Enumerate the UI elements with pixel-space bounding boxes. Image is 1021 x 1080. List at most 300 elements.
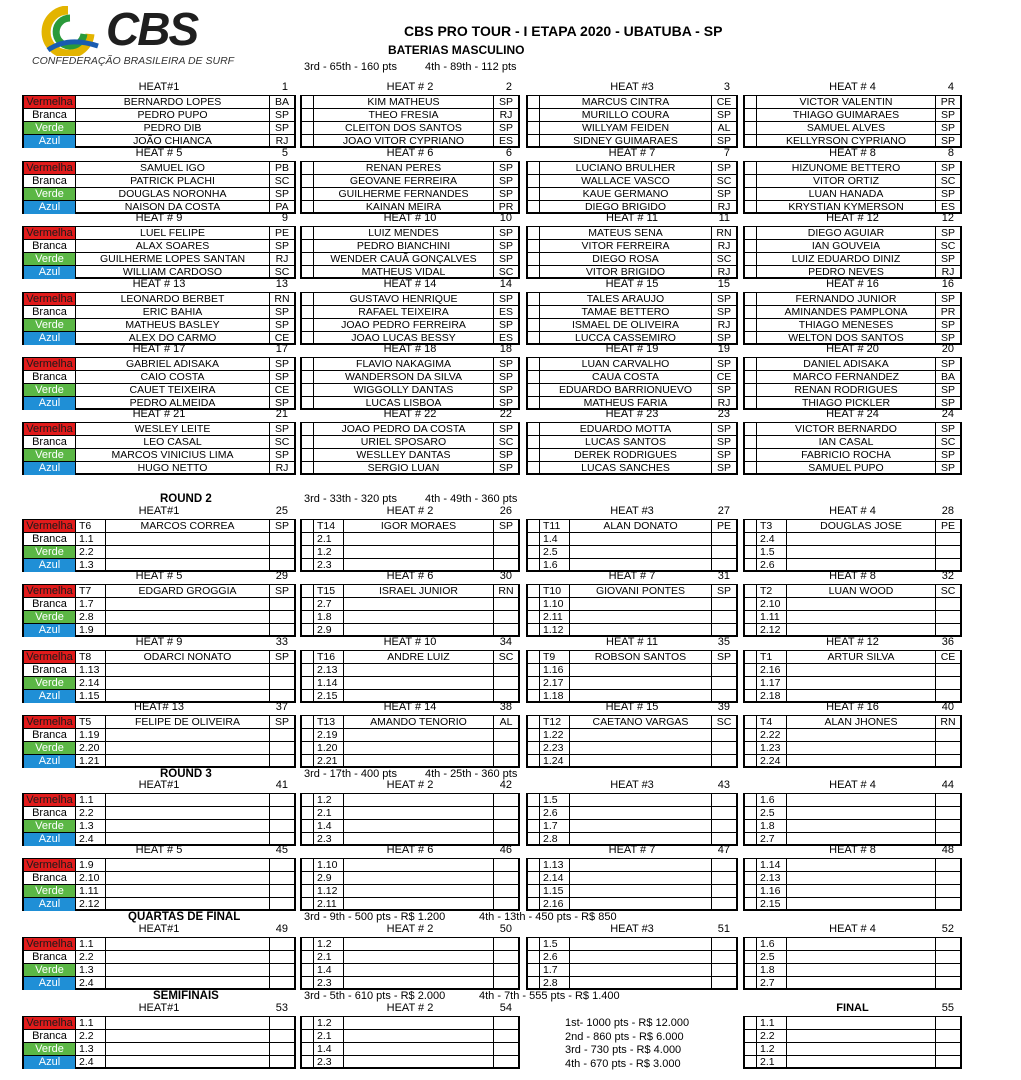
surfer-state [494, 546, 518, 558]
surfer-name: VICTOR BERNARDO [757, 423, 936, 435]
seed-code: 2.6 [540, 807, 570, 819]
jersey-cell [745, 109, 757, 121]
jersey-color-label: Vermelha [24, 227, 76, 239]
surfer-name: AMANDO TENORIO [344, 716, 494, 728]
seed-code: 1.6 [757, 794, 787, 806]
jersey-color-label: Verde [24, 546, 76, 558]
seed-code: 2.4 [757, 533, 787, 545]
heat-name: HEAT # 10 [383, 212, 437, 224]
seed-code: T15 [314, 585, 344, 597]
surfer-state [712, 872, 736, 884]
heat-row [745, 964, 960, 977]
heat-row [302, 1017, 518, 1030]
seed-code: 1.4 [540, 533, 570, 545]
surfer-state: SP [940, 423, 955, 435]
surfer-state [936, 742, 960, 754]
heat-number: 36 [941, 636, 954, 648]
jersey-color-label: Azul [24, 690, 76, 703]
jersey-cell [745, 1056, 757, 1069]
heat-table [300, 357, 520, 410]
heat-row [528, 664, 736, 677]
jersey-cell [528, 755, 540, 768]
surfer-state [270, 1056, 294, 1069]
heat-header [743, 343, 962, 356]
surfer-name: WESLEY LEITE [76, 423, 270, 435]
round3-points-4th: 4th - 25th - 360 pts [425, 768, 518, 780]
surfer-state: RN [498, 585, 514, 597]
heat-name: HEAT # 20 [826, 343, 879, 355]
heat-name: HEAT # 4 [829, 779, 876, 791]
surfer-state: SP [274, 449, 289, 461]
surfer-state [712, 742, 736, 754]
seed-code: 1.3 [76, 820, 106, 832]
heat-row [745, 716, 960, 729]
surfer-state [712, 898, 736, 911]
heat-row [24, 462, 294, 475]
surfer-name [344, 1056, 494, 1069]
surfer-name [787, 546, 936, 558]
surfer-state: CE [716, 96, 732, 108]
heat-header [22, 212, 296, 225]
heat-name: HEAT # 2 [386, 505, 434, 517]
surfer-state [494, 677, 518, 689]
heat-number: 20 [941, 343, 954, 355]
jersey-cell [528, 122, 540, 134]
seed-code: 2.13 [757, 872, 787, 884]
heat-row [528, 122, 736, 135]
surfer-state [270, 533, 294, 545]
heat-number: 2 [505, 81, 512, 93]
surfer-state [936, 964, 960, 976]
heat-header [743, 278, 962, 291]
heat-name: HEAT # 12 [826, 636, 879, 648]
heat-row [745, 820, 960, 833]
seed-code: 1.7 [540, 964, 570, 976]
jersey-cell [302, 794, 314, 806]
heat-number: 5 [281, 147, 288, 159]
heat-number: 40 [941, 701, 954, 713]
heat-name: HEAT # 4 [829, 505, 876, 517]
heat-row [24, 533, 294, 546]
surfer-state: SP [274, 188, 289, 200]
jersey-color-label: Branca [24, 598, 76, 610]
seed-code: 2.4 [76, 1056, 106, 1069]
round3-title: ROUND 3 [160, 768, 212, 780]
heat-table [22, 1016, 296, 1069]
heat-number: 52 [941, 923, 954, 935]
surfer-state: AL [499, 716, 513, 728]
heat-number: 15 [717, 278, 730, 290]
heat-number: 34 [499, 636, 512, 648]
jersey-cell [302, 872, 314, 884]
seed-code: 1.2 [757, 1043, 787, 1055]
seed-code: 1.21 [76, 755, 106, 768]
surfer-state [712, 546, 736, 558]
surfer-state: SP [716, 135, 731, 147]
heat-header [743, 505, 962, 518]
seed-code: 2.1 [314, 807, 344, 819]
jersey-cell [745, 1017, 757, 1029]
heat-row [745, 533, 960, 546]
heat-number: 35 [717, 636, 730, 648]
heat-row [745, 162, 960, 175]
heat-name: HEAT # 8 [829, 570, 876, 582]
heat-row [302, 755, 518, 768]
heat-row [302, 520, 518, 533]
surfer-name [106, 859, 270, 871]
seed-code: 2.24 [757, 755, 787, 768]
seed-code: T16 [314, 651, 344, 663]
jersey-cell [302, 585, 314, 597]
surfer-name: DOUGLAS JOSE [787, 520, 936, 532]
surfer-state: CE [274, 384, 290, 396]
seed-code: T4 [757, 716, 787, 728]
heat-number: 27 [717, 505, 730, 517]
seed-code: T7 [76, 585, 106, 597]
jersey-cell [302, 951, 314, 963]
heat-row [302, 533, 518, 546]
jersey-cell [528, 546, 540, 558]
surfer-name [344, 729, 494, 741]
jersey-color-label: Azul [24, 559, 76, 572]
seed-code: T6 [76, 520, 106, 532]
surfer-state [494, 859, 518, 871]
jersey-cell [745, 885, 757, 897]
surfer-state: RJ [717, 319, 731, 331]
jersey-cell [745, 240, 757, 252]
jersey-cell [745, 462, 757, 475]
heat-row [302, 898, 518, 911]
surfer-state [270, 807, 294, 819]
heat-row [528, 462, 736, 475]
surfer-name: MARCO FERNANDEZ [757, 371, 936, 383]
surfer-name [344, 1030, 494, 1042]
wave-logo-icon [28, 6, 108, 56]
heat-name: HEAT # 5 [135, 844, 183, 856]
surfer-state [712, 729, 736, 741]
jersey-color-label: Azul [24, 462, 76, 475]
heat-row [302, 109, 518, 122]
jersey-cell [302, 319, 314, 331]
heat-header [22, 81, 296, 94]
jersey-cell [745, 520, 757, 532]
seed-code: 1.11 [76, 885, 106, 897]
heat-row [302, 449, 518, 462]
jersey-color-label: Branca [24, 729, 76, 741]
seed-code: 2.13 [314, 664, 344, 676]
prize-line: 4th - 670 pts - R$ 3.000 [565, 1057, 681, 1070]
heat-row [745, 319, 960, 332]
heat-row [302, 585, 518, 598]
surfer-name: THIAGO MENESES [757, 319, 936, 331]
seed-code: 2.10 [757, 598, 787, 610]
surfer-state [936, 885, 960, 897]
surfer-state [494, 977, 518, 990]
surfer-state: SP [274, 122, 289, 134]
heat-row [302, 122, 518, 135]
heat-row [528, 898, 736, 911]
heat-header [300, 701, 520, 714]
jersey-cell [745, 755, 757, 768]
surfer-name: THIAGO GUIMARAES [757, 109, 936, 121]
jersey-color-label: Vermelha [24, 651, 76, 663]
seed-code: 2.12 [757, 624, 787, 637]
surfer-state [936, 546, 960, 558]
seed-code: 1.9 [76, 624, 106, 637]
heat-name: HEAT# 13 [134, 701, 184, 713]
heat-row [302, 1043, 518, 1056]
seed-code: 2.7 [314, 598, 344, 610]
seed-code: 1.5 [757, 546, 787, 558]
heat-row [528, 306, 736, 319]
surfer-name: LUIZ EDUARDO DINIZ [757, 253, 936, 265]
surfer-name [787, 898, 936, 911]
surfer-name [787, 1017, 936, 1029]
surfer-name: THEO FRESIA [314, 109, 494, 121]
jersey-cell [302, 964, 314, 976]
heat-row [302, 1056, 518, 1069]
heat-row [24, 253, 294, 266]
heat-row [24, 664, 294, 677]
surfer-name [344, 859, 494, 871]
jersey-color-label: Azul [24, 135, 76, 148]
surfer-name: HIZUNOME BETTERO [757, 162, 936, 174]
surfer-name [787, 951, 936, 963]
round2-points-4th: 4th - 49th - 360 pts [425, 493, 518, 505]
surfer-state [936, 598, 960, 610]
heat-number: 30 [499, 570, 512, 582]
surfer-name [106, 1017, 270, 1029]
surfer-name: LUAN WOOD [787, 585, 936, 597]
seed-code: 1.22 [540, 729, 570, 741]
surfer-name [106, 611, 270, 623]
heat-name: HEAT # 5 [135, 147, 183, 159]
surfer-state: SP [498, 358, 513, 370]
heat-row [302, 938, 518, 951]
seed-code: 1.9 [76, 859, 106, 871]
surfer-state [712, 951, 736, 963]
jersey-cell [528, 872, 540, 884]
jersey-color-label: Branca [24, 436, 76, 448]
seed-code: 1.2 [314, 546, 344, 558]
surfer-state [936, 729, 960, 741]
heat-row [302, 162, 518, 175]
heat-row [528, 293, 736, 306]
heat-table [22, 95, 296, 148]
heat-table [22, 519, 296, 572]
surfer-name: GUILHERME LOPES SANTAN [76, 253, 270, 265]
jersey-color-label: Azul [24, 833, 76, 846]
surfer-name: JOAO PEDRO DA COSTA [314, 423, 494, 435]
surfer-state: SP [716, 109, 731, 121]
surfer-name [344, 533, 494, 545]
heat-row [24, 938, 294, 951]
surfer-state [270, 546, 294, 558]
seed-code: 1.1 [76, 533, 106, 545]
surfer-state [494, 951, 518, 963]
heat-row [745, 898, 960, 911]
heat-row [745, 293, 960, 306]
surfer-state: RN [940, 716, 956, 728]
surfer-name [570, 598, 712, 610]
heat-row [745, 872, 960, 885]
surfer-name [344, 951, 494, 963]
heat-row [528, 885, 736, 898]
heat-row [528, 533, 736, 546]
surfer-name [570, 794, 712, 806]
surfer-name: ALEX DO CARMO [76, 332, 270, 345]
seed-code: 2.16 [540, 898, 570, 911]
heat-row [302, 253, 518, 266]
heat-row [528, 729, 736, 742]
jersey-cell [302, 175, 314, 187]
surfer-name [344, 742, 494, 754]
heat-table [743, 292, 962, 345]
seed-code: 2.7 [757, 833, 787, 846]
seed-code: 1.13 [540, 859, 570, 871]
surfer-name: TALES ARAUJO [540, 293, 712, 305]
surfer-name: EDUARDO MOTTA [540, 423, 712, 435]
surfer-state: SP [274, 371, 289, 383]
surfer-name [106, 820, 270, 832]
surfer-name: PEDRO PUPO [76, 109, 270, 121]
heat-row [745, 520, 960, 533]
heat-row [24, 742, 294, 755]
jersey-cell [745, 1043, 757, 1055]
surfer-name: HUGO NETTO [76, 462, 270, 475]
jersey-cell [302, 96, 314, 108]
jersey-color-label: Vermelha [24, 520, 76, 532]
surfer-name: LUAN CARVALHO [540, 358, 712, 370]
surfer-state [494, 938, 518, 950]
seed-code: 1.8 [757, 964, 787, 976]
heat-row [24, 651, 294, 664]
heat-table [526, 793, 738, 846]
seed-code: 1.24 [540, 755, 570, 768]
surfer-name: PATRICK PLACHI [76, 175, 270, 187]
heat-number: 50 [499, 923, 512, 935]
surfer-state: SP [274, 585, 289, 597]
heat-name: HEAT#1 [138, 779, 180, 791]
seed-code: 1.4 [314, 820, 344, 832]
surfer-state: SP [716, 306, 731, 318]
heat-row [24, 1030, 294, 1043]
heat-row [745, 371, 960, 384]
heat-table [526, 858, 738, 911]
heat-row [302, 611, 518, 624]
surfer-state: SP [716, 436, 731, 448]
seed-code: T1 [757, 651, 787, 663]
surfer-state: PA [275, 201, 289, 213]
seed-code: 2.3 [314, 977, 344, 990]
surfer-name [106, 885, 270, 897]
heat-row [745, 794, 960, 807]
heat-name: HEAT # 16 [826, 278, 879, 290]
surfer-name [344, 1043, 494, 1055]
seed-code: 1.1 [76, 794, 106, 806]
heat-row [528, 611, 736, 624]
surfer-state: SC [940, 240, 956, 252]
heat-row [24, 951, 294, 964]
surfer-state: SP [274, 358, 289, 370]
heat-name: HEAT # 17 [132, 343, 186, 355]
heat-row [528, 253, 736, 266]
heat-header [526, 701, 738, 714]
surfer-state [270, 872, 294, 884]
seed-code: 1.1 [757, 1017, 787, 1029]
heat-number: 42 [499, 779, 512, 791]
heat-name: HEAT # 15 [605, 278, 659, 290]
surfer-name: WESLLEY DANTAS [314, 449, 494, 461]
seed-code: T12 [540, 716, 570, 728]
surfer-state: RJ [275, 135, 289, 147]
seed-code: 1.12 [314, 885, 344, 897]
surfer-name [570, 938, 712, 950]
heat-table [300, 584, 520, 637]
jersey-cell [302, 1056, 314, 1069]
seed-code: 2.5 [540, 546, 570, 558]
jersey-color-label: Verde [24, 122, 76, 134]
heat-header [22, 570, 296, 583]
jersey-cell [528, 716, 540, 728]
heat-name: HEAT # 10 [383, 636, 437, 648]
heat-row [528, 96, 736, 109]
seed-code: 1.12 [540, 624, 570, 637]
heat-header [526, 505, 738, 518]
seed-code: 1.23 [757, 742, 787, 754]
surfer-name: RENAN RODRIGUES [757, 384, 936, 396]
jersey-color-label: Branca [24, 306, 76, 318]
heat-row [745, 306, 960, 319]
heat-header [526, 779, 738, 792]
surfer-state: RJ [499, 109, 513, 121]
jersey-color-label: Verde [24, 384, 76, 396]
surfer-name: ALAX SOARES [76, 240, 270, 252]
seed-code: 1.14 [757, 859, 787, 871]
heat-table [526, 292, 738, 345]
heat-row [745, 109, 960, 122]
surfer-name [106, 938, 270, 950]
heat-name: HEAT # 2 [386, 779, 434, 791]
surfer-name [106, 677, 270, 689]
jersey-color-label: Branca [24, 371, 76, 383]
heat-row [24, 716, 294, 729]
heat-number: 51 [717, 923, 730, 935]
jersey-cell [302, 1043, 314, 1055]
surfer-name: WANDERSON DA SILVA [314, 371, 494, 383]
heat-row [24, 807, 294, 820]
surfer-state [712, 611, 736, 623]
heat-table [743, 937, 962, 990]
surfer-name: GEOVANE FERREIRA [314, 175, 494, 187]
seed-code: T2 [757, 585, 787, 597]
heat-row [528, 872, 736, 885]
jersey-cell [745, 253, 757, 265]
surfer-name [106, 1056, 270, 1069]
surfer-name: DIEGO BRIGIDO [540, 201, 712, 214]
seed-code: 2.3 [314, 833, 344, 846]
surfer-name: PEDRO DIB [76, 122, 270, 134]
surfer-state [270, 677, 294, 689]
jersey-color-label: Vermelha [24, 716, 76, 728]
jersey-cell [302, 162, 314, 174]
seed-code: 2.17 [540, 677, 570, 689]
heat-table [300, 519, 520, 572]
heat-row [745, 175, 960, 188]
page-subtitle: BATERIAS MASCULINO [388, 43, 525, 57]
heat-number: 4 [947, 81, 954, 93]
surfer-name [787, 964, 936, 976]
